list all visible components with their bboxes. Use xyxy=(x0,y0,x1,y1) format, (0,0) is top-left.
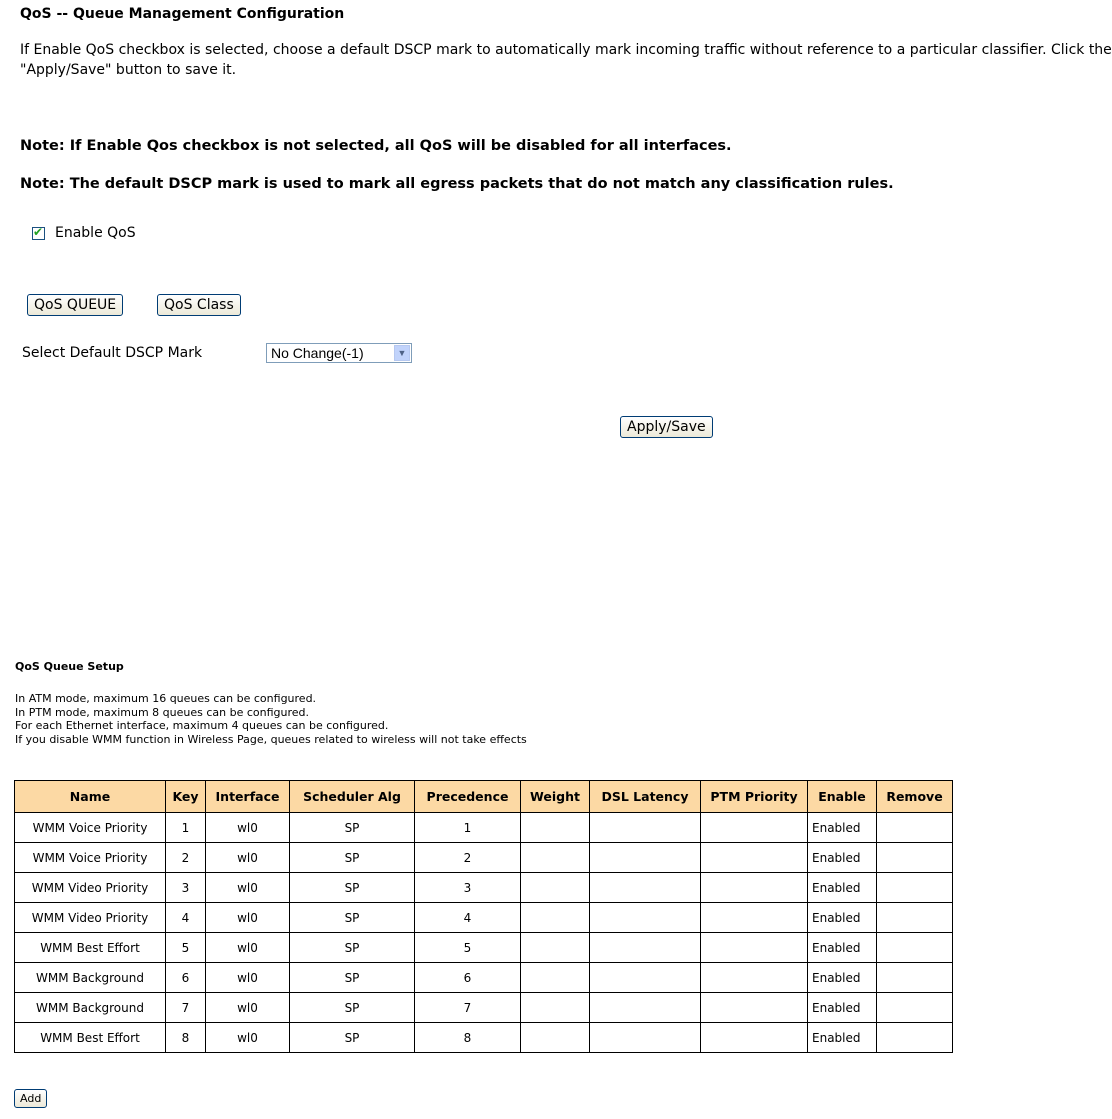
cell-dsl-latency xyxy=(590,903,701,933)
cell-name: WMM Background xyxy=(15,993,166,1023)
dscp-mark-select[interactable] xyxy=(266,343,412,363)
cell-precedence: 2 xyxy=(415,843,521,873)
cell-weight xyxy=(521,903,590,933)
col-precedence: Precedence xyxy=(415,781,521,813)
cell-precedence: 3 xyxy=(415,873,521,903)
cell-weight xyxy=(521,963,590,993)
table-row xyxy=(15,873,953,903)
intro-text xyxy=(20,40,1112,80)
cell-dsl-latency xyxy=(590,813,701,843)
chevron-down-icon[interactable]: ▼ xyxy=(394,345,410,361)
cell-weight xyxy=(521,993,590,1023)
cell-enable: Enabled xyxy=(808,873,877,903)
cell-interface: wl0 xyxy=(206,993,290,1023)
col-enable: Enable xyxy=(808,781,877,813)
cell-ptm-priority xyxy=(701,993,808,1023)
queue-setup-info xyxy=(15,692,527,746)
cell-dsl-latency xyxy=(590,993,701,1023)
cell-interface: wl0 xyxy=(206,933,290,963)
cell-name: WMM Video Priority xyxy=(15,903,166,933)
table-header-row xyxy=(15,781,953,813)
qos-queue-button[interactable]: QoS QUEUE xyxy=(27,294,123,316)
cell-key: 5 xyxy=(166,933,206,963)
col-dsl-latency: DSL Latency xyxy=(590,781,701,813)
cell-precedence: 4 xyxy=(415,903,521,933)
cell-scheduler-alg: SP xyxy=(290,873,415,903)
cell-scheduler-alg: SP xyxy=(290,993,415,1023)
cell-remove[interactable] xyxy=(877,813,953,843)
cell-interface: wl0 xyxy=(206,1023,290,1053)
cell-weight xyxy=(521,873,590,903)
table-row xyxy=(15,1023,953,1053)
cell-scheduler-alg: SP xyxy=(290,903,415,933)
cell-dsl-latency xyxy=(590,933,701,963)
note-disabled: Note: If Enable Qos checkbox is not selected, all QoS will be disabled for all interfaces. xyxy=(20,138,732,154)
check-icon: ✔ xyxy=(33,224,44,239)
apply-save-button[interactable]: Apply/Save xyxy=(620,416,713,438)
intro-line-1: If Enable QoS checkbox is selected, choose a default DSCP mark to automatically mark incoming traffic without reference to a particular classifier. Click the xyxy=(20,42,1112,58)
cell-scheduler-alg: SP xyxy=(290,843,415,873)
setup-info-line: If you disable WMM function in Wireless Page, queues related to wireless will not take effects xyxy=(15,732,527,746)
cell-enable: Enabled xyxy=(808,813,877,843)
cell-enable: Enabled xyxy=(808,963,877,993)
cell-name: WMM Background xyxy=(15,963,166,993)
cell-precedence: 5 xyxy=(415,933,521,963)
cell-precedence: 8 xyxy=(415,1023,521,1053)
cell-remove[interactable] xyxy=(877,933,953,963)
cell-ptm-priority xyxy=(701,903,808,933)
cell-ptm-priority xyxy=(701,843,808,873)
cell-ptm-priority xyxy=(701,813,808,843)
table-row xyxy=(15,933,953,963)
cell-key: 8 xyxy=(166,1023,206,1053)
cell-interface: wl0 xyxy=(206,963,290,993)
table-row xyxy=(15,963,953,993)
cell-dsl-latency xyxy=(590,963,701,993)
cell-enable: Enabled xyxy=(808,1023,877,1053)
cell-remove[interactable] xyxy=(877,963,953,993)
enable-qos-checkbox[interactable] xyxy=(32,224,45,240)
cell-precedence: 7 xyxy=(415,993,521,1023)
cell-enable: Enabled xyxy=(808,843,877,873)
cell-interface: wl0 xyxy=(206,903,290,933)
cell-weight xyxy=(521,813,590,843)
cell-name: WMM Voice Priority xyxy=(15,843,166,873)
cell-weight xyxy=(521,933,590,963)
cell-remove[interactable] xyxy=(877,1023,953,1053)
cell-dsl-latency xyxy=(590,873,701,903)
cell-remove[interactable] xyxy=(877,873,953,903)
cell-key: 7 xyxy=(166,993,206,1023)
col-key: Key xyxy=(166,781,206,813)
col-interface: Interface xyxy=(206,781,290,813)
cell-name: WMM Best Effort xyxy=(15,933,166,963)
cell-ptm-priority xyxy=(701,963,808,993)
cell-name: WMM Best Effort xyxy=(15,1023,166,1053)
cell-weight xyxy=(521,843,590,873)
col-name: Name xyxy=(15,781,166,813)
cell-interface: wl0 xyxy=(206,873,290,903)
cell-interface: wl0 xyxy=(206,843,290,873)
cell-weight xyxy=(521,1023,590,1053)
cell-enable: Enabled xyxy=(808,993,877,1023)
cell-key: 1 xyxy=(166,813,206,843)
note-default-dscp: Note: The default DSCP mark is used to mark all egress packets that do not match any classification rules. xyxy=(20,176,894,192)
add-queue-button[interactable]: Add xyxy=(14,1089,47,1108)
cell-dsl-latency xyxy=(590,843,701,873)
setup-info-line: In PTM mode, maximum 8 queues can be configured. xyxy=(15,705,310,719)
intro-line-2: "Apply/Save" button to save it. xyxy=(20,62,237,78)
cell-remove[interactable] xyxy=(877,843,953,873)
cell-scheduler-alg: SP xyxy=(290,1023,415,1053)
queue-table-body xyxy=(15,813,953,1053)
cell-enable: Enabled xyxy=(808,933,877,963)
enable-qos-row[interactable] xyxy=(32,225,136,241)
cell-scheduler-alg: SP xyxy=(290,813,415,843)
setup-info-line: In ATM mode, maximum 16 queues can be configured. xyxy=(15,692,317,705)
cell-key: 3 xyxy=(166,873,206,903)
dscp-mark-label: Select Default DSCP Mark xyxy=(22,345,203,361)
cell-enable: Enabled xyxy=(808,903,877,933)
cell-precedence: 1 xyxy=(415,813,521,843)
qos-class-button[interactable]: QoS Class xyxy=(157,294,241,316)
cell-key: 2 xyxy=(166,843,206,873)
cell-ptm-priority xyxy=(701,1023,808,1053)
col-weight: Weight xyxy=(521,781,590,813)
cell-key: 4 xyxy=(166,903,206,933)
cell-ptm-priority xyxy=(701,933,808,963)
cell-dsl-latency xyxy=(590,1023,701,1053)
cell-key: 6 xyxy=(166,963,206,993)
table-row xyxy=(15,843,953,873)
cell-scheduler-alg: SP xyxy=(290,963,415,993)
cell-scheduler-alg: SP xyxy=(290,933,415,963)
cell-name: WMM Video Priority xyxy=(15,873,166,903)
page-title: QoS -- Queue Management Configuration xyxy=(20,6,345,22)
cell-ptm-priority xyxy=(701,873,808,903)
table-row xyxy=(15,993,953,1023)
col-scheduler-alg: Scheduler Alg xyxy=(290,781,415,813)
queue-setup-title: QoS Queue Setup xyxy=(15,660,124,673)
col-remove: Remove xyxy=(877,781,953,813)
queue-table xyxy=(14,780,953,1053)
cell-remove[interactable] xyxy=(877,993,953,1023)
cell-interface: wl0 xyxy=(206,813,290,843)
cell-precedence: 6 xyxy=(415,963,521,993)
cell-name: WMM Voice Priority xyxy=(15,813,166,843)
dscp-mark-selected: No Change(-1) xyxy=(271,345,364,361)
table-row xyxy=(15,903,953,933)
table-row xyxy=(15,813,953,843)
cell-remove[interactable] xyxy=(877,903,953,933)
setup-info-line: For each Ethernet interface, maximum 4 queues can be configured. xyxy=(15,719,389,732)
enable-qos-label: Enable QoS xyxy=(55,225,136,241)
col-ptm-priority: PTM Priority xyxy=(701,781,808,813)
